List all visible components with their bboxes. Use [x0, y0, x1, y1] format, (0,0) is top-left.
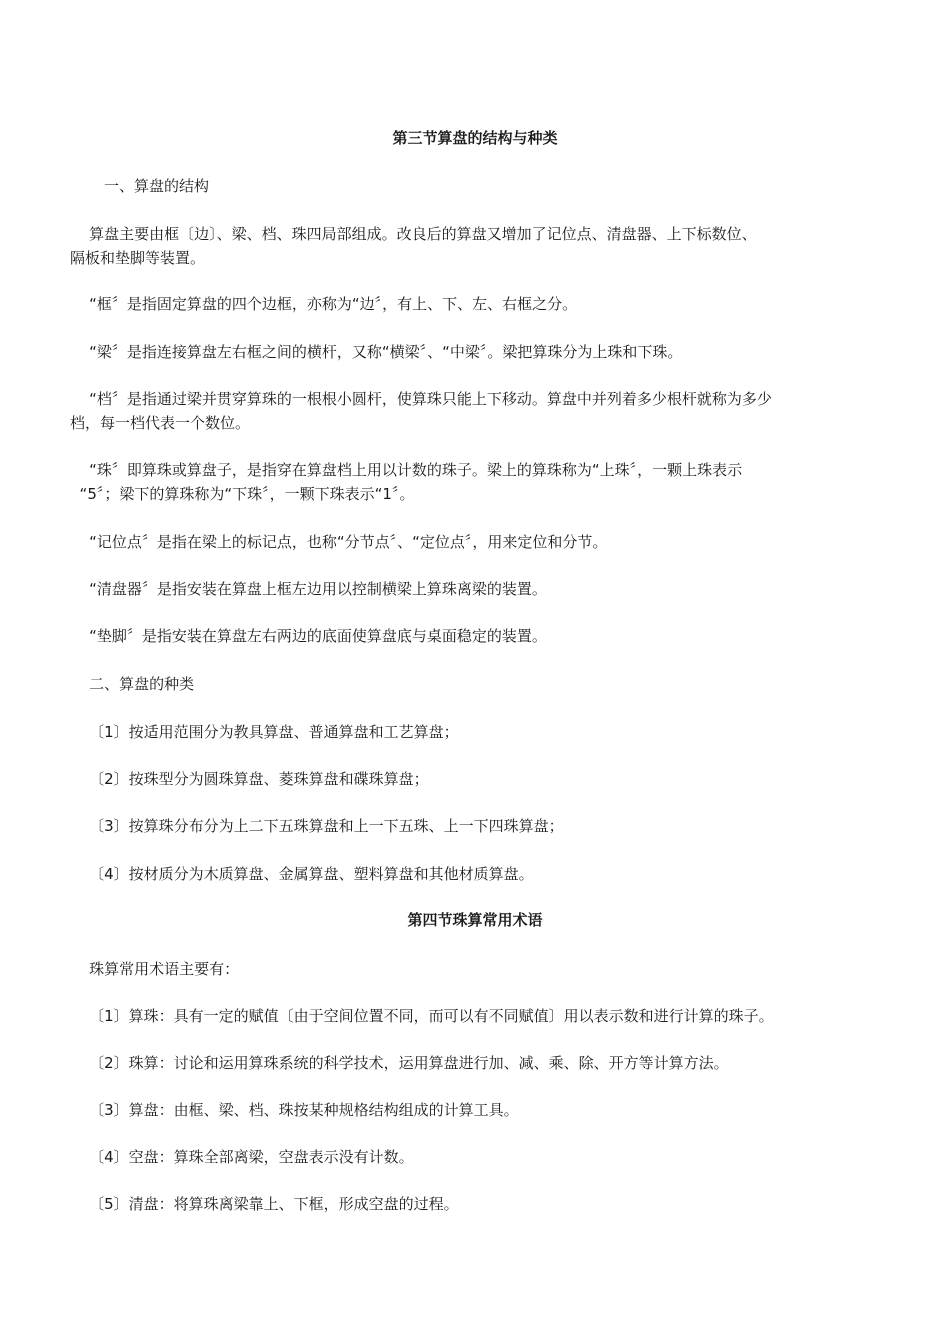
list-item: 〔5〕清盘：将算珠离梁靠上、下框，形成空盘的过程。 [70, 1195, 459, 1213]
section4-intro: 珠算常用术语主要有： [70, 960, 240, 978]
paragraph-bead-line1: “珠〞即算珠或算盘子，是指穿在算盘档上用以计数的珠子。梁上的算珠称为“上珠〞，一颗上珠表示 [70, 461, 743, 479]
list-item: 〔3〕算盘：由框、梁、档、珠按某种规格结构组成的计算工具。 [70, 1101, 519, 1119]
section3-title: 第三节算盘的结构与种类 [392, 129, 558, 147]
paragraph-beam: “梁〞是指连接算盘左右框之间的横杆，又称“横梁〞、“中梁〞。梁把算珠分为上珠和下珠。 [70, 343, 683, 361]
list-item: 〔4〕空盘：算珠全部离梁，空盘表示没有计数。 [70, 1148, 414, 1166]
list-item: 〔2〕按珠型分为圆珠算盘、菱珠算盘和碟珠算盘； [70, 770, 429, 788]
paragraph-rod-line1: “档〞是指通过梁并贯穿算珠的一根根小圆杆，使算珠只能上下移动。算盘中并列着多少根杆就称为多少 [70, 390, 772, 408]
list-item: 〔1〕按适用范围分为教具算盘、普通算盘和工艺算盘； [70, 723, 459, 741]
section3-subheading-structure: 一、算盘的结构 [104, 177, 210, 195]
list-item: 〔3〕按算珠分布分为上二下五珠算盘和上一下五珠、上一下四珠算盘； [70, 817, 564, 835]
paragraph-clearing-device: “清盘器〞是指安装在算盘上框左边用以控制横梁上算珠离梁的装置。 [70, 580, 547, 598]
list-item: 〔4〕按材质分为木质算盘、金属算盘、塑料算盘和其他材质算盘。 [70, 865, 534, 883]
list-item: 〔1〕算珠：具有一定的赋值〔由于空间位置不同，而可以有不同赋值〕用以表示数和进行计算的珠子。 [70, 1007, 774, 1025]
section4-title: 第四节珠算常用术语 [407, 911, 543, 929]
section3-subheading-types: 二、算盘的种类 [70, 675, 195, 693]
list-item: 〔2〕珠算：讨论和运用算珠系统的科学技术，运用算盘进行加、减、乘、除、开方等计算方法。 [70, 1054, 729, 1072]
paragraph-abacus-components-line1: 算盘主要由框〔边〕、梁、档、珠四局部组成。改良后的算盘又增加了记位点、清盘器、上下标数位、 [70, 225, 757, 243]
paragraph-position-marker: “记位点〞是指在梁上的标记点，也称“分节点〞、“定位点〞，用来定位和分节。 [70, 533, 608, 551]
paragraph-rod-line2: 档，每一档代表一个数位。 [70, 414, 251, 432]
paragraph-bead-line2: “5〞；梁下的算珠称为“下珠〞，一颗下珠表示“1〞。 [70, 485, 415, 503]
paragraph-frame: “框〞是指固定算盘的四个边框，亦称为“边〞，有上、下、左、右框之分。 [70, 295, 578, 313]
paragraph-footpad: “垫脚〞是指安装在算盘左右两边的底面使算盘底与桌面稳定的装置。 [70, 627, 547, 645]
paragraph-abacus-components-line2: 隔板和垫脚等装置。 [70, 249, 206, 267]
